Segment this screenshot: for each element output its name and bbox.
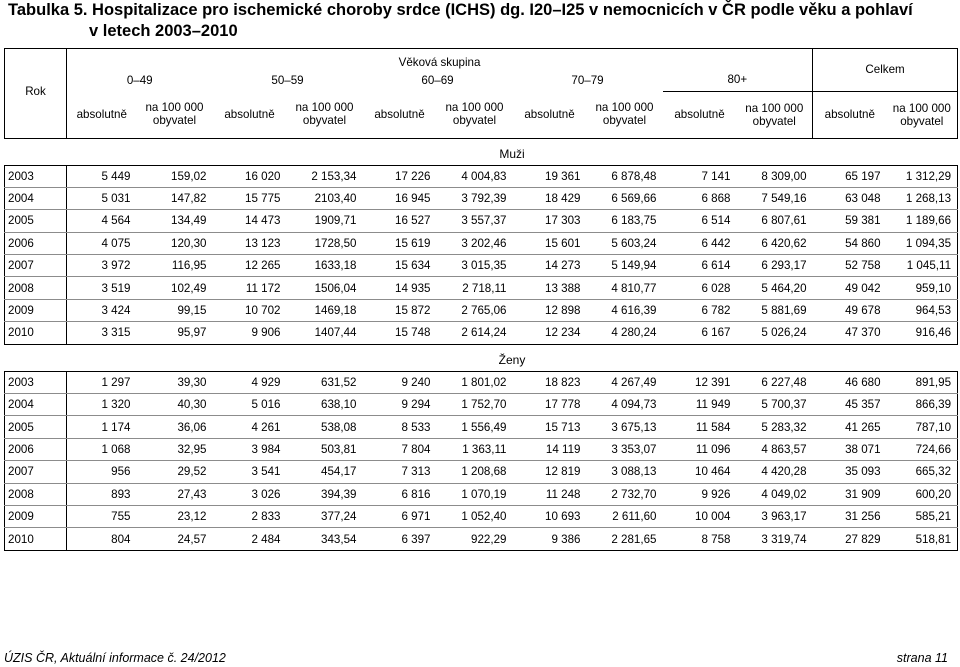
value-cell: 2 281,65 (587, 528, 663, 550)
value-cell: 6 868 (663, 187, 737, 209)
value-cell: 134,49 (137, 210, 213, 232)
value-cell: 1506,04 (287, 277, 363, 299)
value-cell: 518,81 (887, 528, 958, 550)
header-rok: Rok (5, 49, 67, 139)
value-cell: 724,66 (887, 438, 958, 460)
value-cell: 3 675,13 (587, 416, 663, 438)
title-line-2: v letech 2003–2010 (89, 22, 238, 40)
header-absolutne: absolutně (813, 91, 887, 138)
value-cell: 5 881,69 (737, 299, 813, 321)
value-cell: 99,15 (137, 299, 213, 321)
value-cell: 47 370 (813, 322, 887, 344)
title-line-1: Tabulka 5. Hospitalizace pro ischemické choroby srdce (ICHS) dg. I20–I25 v nemocnicích v ČR podle věku a pohlaví (8, 1, 913, 19)
value-cell: 11 584 (663, 416, 737, 438)
footer-source: ÚZIS ČR, Aktuální informace č. 24/2012 (4, 651, 226, 665)
value-cell: 2103,40 (287, 187, 363, 209)
value-cell: 755 (67, 505, 137, 527)
value-cell: 6 971 (363, 505, 437, 527)
value-cell: 6 614 (663, 255, 737, 277)
value-cell: 6 514 (663, 210, 737, 232)
value-cell: 36,06 (137, 416, 213, 438)
value-cell: 5 031 (67, 187, 137, 209)
header-group-70-79: 70–79 (571, 73, 604, 87)
value-cell: 377,24 (287, 505, 363, 527)
value-cell: 1 752,70 (437, 394, 513, 416)
value-cell: 147,82 (137, 187, 213, 209)
table-row (5, 277, 958, 299)
value-cell: 6 420,62 (737, 232, 813, 254)
value-cell: 14 119 (513, 438, 587, 460)
value-cell: 1728,50 (287, 232, 363, 254)
value-cell: 14 935 (363, 277, 437, 299)
value-cell: 4 929 (213, 371, 287, 393)
value-cell: 7 804 (363, 438, 437, 460)
value-cell: 916,46 (887, 322, 958, 344)
header-rate-per-100000 (287, 91, 363, 138)
rate-label-line1: na 100 000 (145, 101, 204, 115)
value-cell: 3 088,13 (587, 461, 663, 483)
value-cell: 5 026,24 (737, 322, 813, 344)
value-cell: 6 183,75 (587, 210, 663, 232)
year-cell: 2008 (5, 483, 67, 505)
value-cell: 11 248 (513, 483, 587, 505)
value-cell: 65 197 (813, 165, 887, 187)
value-cell: 922,29 (437, 528, 513, 550)
value-cell: 1 045,11 (887, 255, 958, 277)
value-cell: 9 906 (213, 322, 287, 344)
value-cell: 1909,71 (287, 210, 363, 232)
value-cell: 3 984 (213, 438, 287, 460)
year-cell: 2007 (5, 255, 67, 277)
year-cell: 2009 (5, 299, 67, 321)
rate-label-line1: na 100 000 (892, 101, 951, 115)
header-group-80-plus: 80+ (663, 69, 813, 91)
value-cell: 15 775 (213, 187, 287, 209)
value-cell: 2 765,06 (437, 299, 513, 321)
table-row (5, 438, 958, 460)
value-cell: 15 748 (363, 322, 437, 344)
value-cell: 1 312,29 (887, 165, 958, 187)
value-cell: 631,52 (287, 371, 363, 393)
year-cell: 2009 (5, 505, 67, 527)
table-row (5, 483, 958, 505)
header-group-60-69: 60–69 (421, 73, 454, 87)
rate-label-line2: obyvatel (302, 114, 347, 128)
value-cell: 3 519 (67, 277, 137, 299)
value-cell: 6 167 (663, 322, 737, 344)
value-cell: 1 052,40 (437, 505, 513, 527)
header-absolutne: absolutně (513, 91, 587, 138)
value-cell: 4 049,02 (737, 483, 813, 505)
value-cell: 4 810,77 (587, 277, 663, 299)
value-cell: 1 070,19 (437, 483, 513, 505)
value-cell: 6 227,48 (737, 371, 813, 393)
header-rate-per-100000 (737, 91, 813, 138)
rate-label-line1: na 100 000 (295, 101, 354, 115)
value-cell: 454,17 (287, 461, 363, 483)
value-cell: 538,08 (287, 416, 363, 438)
table-row (5, 210, 958, 232)
value-cell: 3 202,46 (437, 232, 513, 254)
value-cell: 3 026 (213, 483, 287, 505)
value-cell: 6 782 (663, 299, 737, 321)
value-cell: 2 732,70 (587, 483, 663, 505)
value-cell: 7 549,16 (737, 187, 813, 209)
value-cell: 15 619 (363, 232, 437, 254)
value-cell: 866,39 (887, 394, 958, 416)
value-cell: 40,30 (137, 394, 213, 416)
value-cell: 4 261 (213, 416, 287, 438)
value-cell: 5 283,32 (737, 416, 813, 438)
value-cell: 29,52 (137, 461, 213, 483)
rate-label-line1: na 100 000 (745, 101, 804, 115)
value-cell: 35 093 (813, 461, 887, 483)
value-cell: 4 094,73 (587, 394, 663, 416)
value-cell: 12 898 (513, 299, 587, 321)
value-cell: 2 611,60 (587, 505, 663, 527)
year-cell: 2008 (5, 277, 67, 299)
value-cell: 1 297 (67, 371, 137, 393)
value-cell: 11 172 (213, 277, 287, 299)
value-cell: 3 792,39 (437, 187, 513, 209)
value-cell: 46 680 (813, 371, 887, 393)
year-cell: 2003 (5, 371, 67, 393)
table-row (5, 232, 958, 254)
value-cell: 12 819 (513, 461, 587, 483)
year-cell: 2010 (5, 528, 67, 550)
table-row (5, 394, 958, 416)
rate-label-line2: obyvatel (900, 114, 944, 128)
table-row (5, 299, 958, 321)
header-group-0-49: 0–49 (126, 73, 153, 87)
value-cell: 19 361 (513, 165, 587, 187)
value-cell: 1 189,66 (887, 210, 958, 232)
value-cell: 4 863,57 (737, 438, 813, 460)
table-row (5, 165, 958, 187)
value-cell: 15 872 (363, 299, 437, 321)
rate-label-line2: obyvatel (752, 114, 796, 128)
value-cell: 1469,18 (287, 299, 363, 321)
rate-label-line2: obyvatel (452, 114, 497, 128)
value-cell: 394,39 (287, 483, 363, 505)
value-cell: 5 149,94 (587, 255, 663, 277)
year-cell: 2005 (5, 210, 67, 232)
value-cell: 3 424 (67, 299, 137, 321)
rate-label-line1: na 100 000 (445, 101, 504, 115)
table-row (5, 322, 958, 344)
section-zeny: Ženy (498, 352, 526, 367)
table-row (5, 505, 958, 527)
value-cell: 10 464 (663, 461, 737, 483)
value-cell: 4 267,49 (587, 371, 663, 393)
value-cell: 2 484 (213, 528, 287, 550)
value-cell: 343,54 (287, 528, 363, 550)
header-absolutne: absolutně (67, 91, 137, 138)
value-cell: 665,32 (887, 461, 958, 483)
value-cell: 49 678 (813, 299, 887, 321)
value-cell: 15 601 (513, 232, 587, 254)
value-cell: 1 208,68 (437, 461, 513, 483)
value-cell: 16 945 (363, 187, 437, 209)
value-cell: 585,21 (887, 505, 958, 527)
value-cell: 10 693 (513, 505, 587, 527)
value-cell: 16 020 (213, 165, 287, 187)
value-cell: 31 256 (813, 505, 887, 527)
value-cell: 1407,44 (287, 322, 363, 344)
value-cell: 54 860 (813, 232, 887, 254)
value-cell: 24,57 (137, 528, 213, 550)
value-cell: 893 (67, 483, 137, 505)
rate-label-line1: na 100 000 (595, 101, 654, 115)
value-cell: 787,10 (887, 416, 958, 438)
table-title (8, 0, 913, 42)
table-row (5, 416, 958, 438)
year-cell: 2010 (5, 322, 67, 344)
value-cell: 9 294 (363, 394, 437, 416)
value-cell: 11 096 (663, 438, 737, 460)
value-cell: 32,95 (137, 438, 213, 460)
value-cell: 3 541 (213, 461, 287, 483)
value-cell: 6 816 (363, 483, 437, 505)
value-cell: 8 309,00 (737, 165, 813, 187)
value-cell: 159,02 (137, 165, 213, 187)
value-cell: 13 123 (213, 232, 287, 254)
value-cell: 4 280,24 (587, 322, 663, 344)
header-group-50-59: 50–59 (271, 73, 304, 87)
value-cell: 4 564 (67, 210, 137, 232)
rate-label-line2: obyvatel (152, 114, 197, 128)
value-cell: 120,30 (137, 232, 213, 254)
section-muzi: Muži (499, 146, 525, 161)
value-cell: 1 268,13 (887, 187, 958, 209)
value-cell: 3 015,35 (437, 255, 513, 277)
value-cell: 15 634 (363, 255, 437, 277)
value-cell: 8 758 (663, 528, 737, 550)
value-cell: 16 527 (363, 210, 437, 232)
value-cell: 503,81 (287, 438, 363, 460)
value-cell: 4 075 (67, 232, 137, 254)
year-cell: 2004 (5, 394, 67, 416)
table-row (5, 461, 958, 483)
value-cell: 59 381 (813, 210, 887, 232)
value-cell: 5 603,24 (587, 232, 663, 254)
value-cell: 7 313 (363, 461, 437, 483)
value-cell: 10 004 (663, 505, 737, 527)
value-cell: 4 004,83 (437, 165, 513, 187)
value-cell: 27 829 (813, 528, 887, 550)
value-cell: 49 042 (813, 277, 887, 299)
value-cell: 638,10 (287, 394, 363, 416)
value-cell: 4 616,39 (587, 299, 663, 321)
header-vekova-skupina: Věková skupina (67, 49, 813, 70)
value-cell: 1 320 (67, 394, 137, 416)
value-cell: 38 071 (813, 438, 887, 460)
value-cell: 18 823 (513, 371, 587, 393)
value-cell: 5 464,20 (737, 277, 813, 299)
table-row (5, 187, 958, 209)
value-cell: 2 153,34 (287, 165, 363, 187)
value-cell: 23,12 (137, 505, 213, 527)
value-cell: 2 833 (213, 505, 287, 527)
value-cell: 1 068 (67, 438, 137, 460)
value-cell: 18 429 (513, 187, 587, 209)
value-cell: 1 363,11 (437, 438, 513, 460)
value-cell: 8 533 (363, 416, 437, 438)
value-cell: 600,20 (887, 483, 958, 505)
header-rate-per-100000 (437, 91, 513, 138)
value-cell: 7 141 (663, 165, 737, 187)
value-cell: 3 319,74 (737, 528, 813, 550)
value-cell: 9 386 (513, 528, 587, 550)
header-rate-per-100000 (137, 91, 213, 138)
value-cell: 13 388 (513, 277, 587, 299)
table-row (5, 371, 958, 393)
value-cell: 31 909 (813, 483, 887, 505)
value-cell: 17 226 (363, 165, 437, 187)
value-cell: 3 315 (67, 322, 137, 344)
rate-label-line2: obyvatel (602, 114, 647, 128)
value-cell: 804 (67, 528, 137, 550)
table-row (5, 255, 958, 277)
header-absolutne: absolutně (663, 91, 737, 138)
value-cell: 17 303 (513, 210, 587, 232)
value-cell: 12 234 (513, 322, 587, 344)
value-cell: 6 442 (663, 232, 737, 254)
value-cell: 41 265 (813, 416, 887, 438)
value-cell: 4 420,28 (737, 461, 813, 483)
value-cell: 959,10 (887, 277, 958, 299)
header-rate-per-100000 (887, 91, 958, 138)
year-cell: 2006 (5, 232, 67, 254)
year-cell: 2004 (5, 187, 67, 209)
value-cell: 9 926 (663, 483, 737, 505)
value-cell: 964,53 (887, 299, 958, 321)
value-cell: 10 702 (213, 299, 287, 321)
hospitalization-table (4, 48, 958, 551)
year-cell: 2006 (5, 438, 67, 460)
value-cell: 3 972 (67, 255, 137, 277)
value-cell: 3 557,37 (437, 210, 513, 232)
value-cell: 1 094,35 (887, 232, 958, 254)
header-absolutne: absolutně (363, 91, 437, 138)
footer-page: strana 11 (896, 651, 948, 665)
value-cell: 3 353,07 (587, 438, 663, 460)
table-row (5, 528, 958, 550)
value-cell: 116,95 (137, 255, 213, 277)
value-cell: 102,49 (137, 277, 213, 299)
value-cell: 6 397 (363, 528, 437, 550)
value-cell: 12 265 (213, 255, 287, 277)
value-cell: 2 614,24 (437, 322, 513, 344)
year-cell: 2007 (5, 461, 67, 483)
year-cell: 2003 (5, 165, 67, 187)
value-cell: 9 240 (363, 371, 437, 393)
value-cell: 6 028 (663, 277, 737, 299)
value-cell: 52 758 (813, 255, 887, 277)
value-cell: 11 949 (663, 394, 737, 416)
value-cell: 5 449 (67, 165, 137, 187)
value-cell: 1 801,02 (437, 371, 513, 393)
value-cell: 27,43 (137, 483, 213, 505)
value-cell: 3 963,17 (737, 505, 813, 527)
value-cell: 6 293,17 (737, 255, 813, 277)
value-cell: 15 713 (513, 416, 587, 438)
value-cell: 1 174 (67, 416, 137, 438)
value-cell: 63 048 (813, 187, 887, 209)
value-cell: 6 569,66 (587, 187, 663, 209)
header-celkem: Celkem (813, 49, 958, 92)
value-cell: 5 016 (213, 394, 287, 416)
header-rate-per-100000 (587, 91, 663, 138)
value-cell: 17 778 (513, 394, 587, 416)
value-cell: 1 556,49 (437, 416, 513, 438)
value-cell: 891,95 (887, 371, 958, 393)
value-cell: 14 273 (513, 255, 587, 277)
value-cell: 1633,18 (287, 255, 363, 277)
header-absolutne: absolutně (213, 91, 287, 138)
value-cell: 45 357 (813, 394, 887, 416)
year-cell: 2005 (5, 416, 67, 438)
value-cell: 6 878,48 (587, 165, 663, 187)
value-cell: 2 718,11 (437, 277, 513, 299)
value-cell: 5 700,37 (737, 394, 813, 416)
value-cell: 14 473 (213, 210, 287, 232)
value-cell: 39,30 (137, 371, 213, 393)
value-cell: 6 807,61 (737, 210, 813, 232)
value-cell: 12 391 (663, 371, 737, 393)
value-cell: 95,97 (137, 322, 213, 344)
value-cell: 956 (67, 461, 137, 483)
